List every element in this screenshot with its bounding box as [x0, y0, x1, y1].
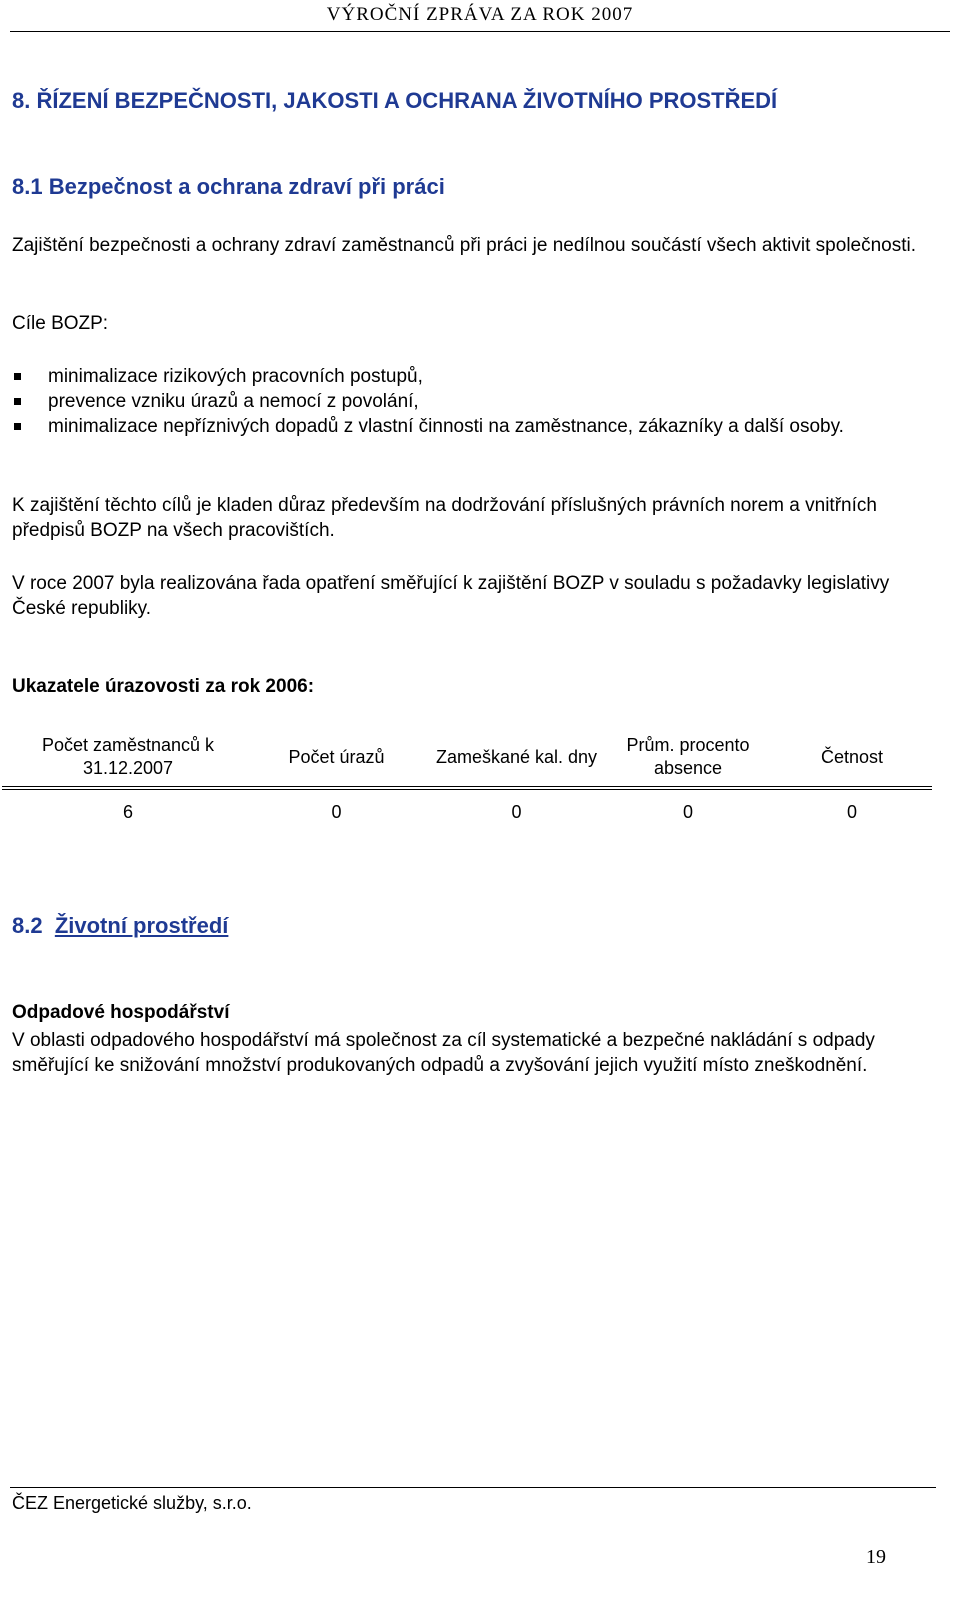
waste-subheading: Odpadové hospodářství [12, 1002, 230, 1023]
injury-table-title: Ukazatele úrazovosti za rok 2006: [12, 676, 315, 697]
chapter-title: 8. ŘÍZENÍ BEZPEČNOSTI, JAKOSTI A OCHRANA ŽIVOTNÍHO PROSTŘEDÍ [12, 88, 778, 113]
value-missed-days: 0 [511, 801, 522, 822]
header-absence: Prům. procento absence [626, 735, 750, 778]
paragraph-norms: K zajištění těchto cílů je kladen důraz především na dodržování příslušných právních norem a vnitřních předpisů BOZP na všech pracovištích. [12, 495, 877, 541]
section-number: 8.2 [12, 913, 43, 938]
table-row [12, 799, 932, 825]
header-employees: Počet zaměstnanců k 31.12.2007 [41, 735, 215, 778]
header-rule [10, 31, 950, 32]
section-title-8-2 [12, 913, 228, 939]
goals-label: Cíle BOZP: [12, 313, 109, 334]
injury-table-header [12, 732, 932, 782]
paragraph-measures: V roce 2007 byla realizována řada opatření směřující k zajištění BOZP v souladu s požadavky legislativy České republiky. [12, 573, 890, 619]
list-item: minimalizace rizikových pracovních postupů, [12, 364, 937, 389]
goals-list [12, 364, 937, 439]
footer-rule [10, 1487, 936, 1488]
header-injuries: Počet úrazů [288, 746, 385, 767]
waste-paragraph: V oblasti odpadového hospodářství má společnost za cíl systematické a bezpečné nakládání s odpady směřující ke snižování množství produkovaných odpadů a zvyšování jejich využití místo zneškodnění. [12, 1030, 875, 1076]
running-header: VÝROČNÍ ZPRÁVA ZA ROK 2007 [326, 4, 634, 25]
square-bullet-icon [14, 373, 21, 380]
header-missed-days: Zameškané kal. dny [435, 746, 598, 767]
table-header-rule [2, 786, 932, 790]
section-title-8-1: 8.1 Bezpečnost a ochrana zdraví při práci [12, 174, 445, 199]
value-injuries: 0 [331, 801, 342, 822]
intro-paragraph: Zajištění bezpečnosti a ochrany zdraví zaměstnanců při práci je nedílnou součástí všech aktivit společnosti. [12, 235, 917, 256]
footer-company: ČEZ Energetické služby, s.r.o. [12, 1493, 252, 1513]
square-bullet-icon [14, 423, 21, 430]
value-absence: 0 [682, 801, 693, 822]
value-employees: 6 [122, 801, 133, 822]
list-item: minimalizace nepříznivých dopadů z vlastní činnosti na zaměstnance, zákazníky a další osoby. [12, 414, 937, 439]
header-frequency: Četnost [820, 746, 884, 767]
page-number: 19 [866, 1546, 886, 1568]
list-item: prevence vzniku úrazů a nemocí z povolání, [12, 389, 937, 414]
value-frequency: 0 [846, 801, 857, 822]
section-name: Životní prostředí [54, 913, 229, 938]
square-bullet-icon [14, 398, 21, 405]
